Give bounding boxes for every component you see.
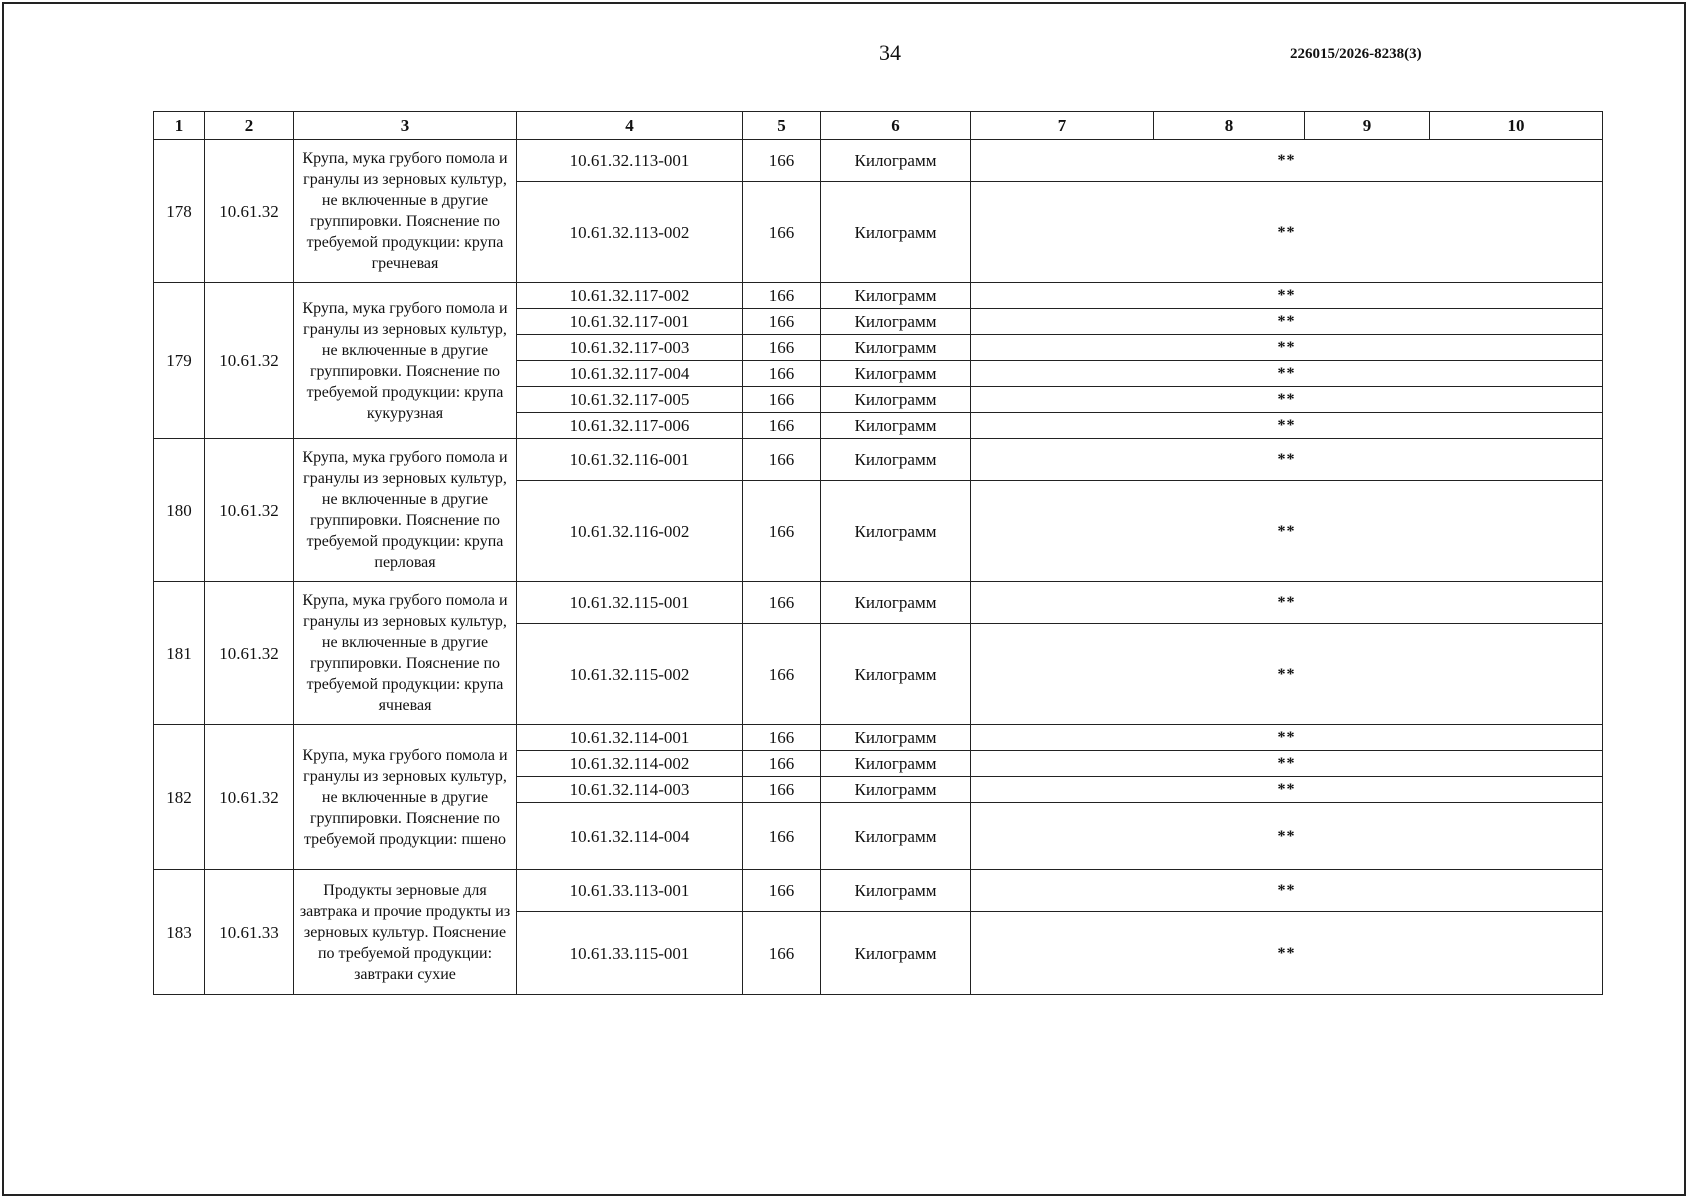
okei-code: 166: [743, 387, 821, 413]
column-header: 1: [154, 112, 205, 140]
okei-code: 166: [743, 439, 821, 481]
okei-code: 166: [743, 309, 821, 335]
unit-name: Килограмм: [821, 309, 971, 335]
okei-code: 166: [743, 725, 821, 751]
item-code: 10.61.32.117-003: [517, 335, 743, 361]
okei-code: 166: [743, 283, 821, 309]
column-header: 6: [821, 112, 971, 140]
column-header: 10: [1430, 112, 1603, 140]
okpd-code: 10.61.32: [205, 439, 294, 582]
column-header: 8: [1154, 112, 1305, 140]
item-code: 10.61.32.114-001: [517, 725, 743, 751]
page-number: 34: [879, 40, 901, 65]
column-header: 2: [205, 112, 294, 140]
merged-mark: **: [971, 912, 1603, 995]
column-header: 9: [1305, 112, 1430, 140]
okei-code: 166: [743, 481, 821, 582]
table-header: [154, 112, 1603, 140]
merged-mark: **: [971, 283, 1603, 309]
product-name: Крупа, мука грубого помола и гранулы из зерновых культур, не включенные в другие группировки. Пояснение по требуемой продукции: крупа ячневая: [294, 582, 517, 725]
merged-mark: **: [971, 751, 1603, 777]
merged-mark: **: [971, 182, 1603, 283]
merged-mark: **: [971, 777, 1603, 803]
products-table: [153, 111, 1603, 995]
row-number: 179: [154, 283, 205, 439]
unit-name: Килограмм: [821, 582, 971, 624]
table-row: [154, 283, 1603, 309]
table-row: [154, 140, 1603, 182]
column-header: 5: [743, 112, 821, 140]
unit-name: Килограмм: [821, 751, 971, 777]
merged-mark: **: [971, 387, 1603, 413]
item-code: 10.61.32.117-001: [517, 309, 743, 335]
table-row: [154, 725, 1603, 751]
okei-code: 166: [743, 582, 821, 624]
item-code: 10.61.32.113-001: [517, 140, 743, 182]
unit-name: Килограмм: [821, 481, 971, 582]
unit-name: Килограмм: [821, 283, 971, 309]
merged-mark: **: [971, 582, 1603, 624]
item-code: 10.61.32.117-005: [517, 387, 743, 413]
item-code: 10.61.32.115-002: [517, 624, 743, 725]
unit-name: Килограмм: [821, 387, 971, 413]
merged-mark: **: [971, 335, 1603, 361]
unit-name: Килограмм: [821, 182, 971, 283]
unit-name: Килограмм: [821, 725, 971, 751]
merged-mark: **: [971, 439, 1603, 481]
unit-name: Килограмм: [821, 870, 971, 912]
table-row: [154, 582, 1603, 624]
row-number: 183: [154, 870, 205, 995]
merged-mark: **: [971, 725, 1603, 751]
unit-name: Килограмм: [821, 335, 971, 361]
product-name: Крупа, мука грубого помола и гранулы из зерновых культур, не включенные в другие группировки. Пояснение по требуемой продукции: крупа гречневая: [294, 140, 517, 283]
row-number: 182: [154, 725, 205, 870]
item-code: 10.61.32.113-002: [517, 182, 743, 283]
table-row: [154, 870, 1603, 912]
item-code: 10.61.32.115-001: [517, 582, 743, 624]
merged-mark: **: [971, 140, 1603, 182]
document-number: 226015/2026-8238(3): [1290, 46, 1422, 62]
merged-mark: **: [971, 361, 1603, 387]
okei-code: 166: [743, 413, 821, 439]
unit-name: Килограмм: [821, 777, 971, 803]
column-header: 4: [517, 112, 743, 140]
item-code: 10.61.32.114-003: [517, 777, 743, 803]
okpd-code: 10.61.33: [205, 870, 294, 995]
product-name: Крупа, мука грубого помола и гранулы из зерновых культур, не включенные в другие группировки. Пояснение по требуемой продукции: пшено: [294, 725, 517, 870]
item-code: 10.61.32.117-002: [517, 283, 743, 309]
okei-code: 166: [743, 182, 821, 283]
table-body: [154, 140, 1603, 995]
okei-code: 166: [743, 624, 821, 725]
okpd-code: 10.61.32: [205, 283, 294, 439]
okei-code: 166: [743, 870, 821, 912]
unit-name: Килограмм: [821, 912, 971, 995]
okpd-code: 10.61.32: [205, 582, 294, 725]
merged-mark: **: [971, 309, 1603, 335]
item-code: 10.61.32.114-004: [517, 803, 743, 870]
item-code: 10.61.32.114-002: [517, 751, 743, 777]
item-code: 10.61.32.117-006: [517, 413, 743, 439]
item-code: 10.61.33.113-001: [517, 870, 743, 912]
item-code: 10.61.32.117-004: [517, 361, 743, 387]
column-header: 7: [971, 112, 1154, 140]
okei-code: 166: [743, 361, 821, 387]
okei-code: 166: [743, 335, 821, 361]
merged-mark: **: [971, 870, 1603, 912]
merged-mark: **: [971, 481, 1603, 582]
unit-name: Килограмм: [821, 624, 971, 725]
table-row: [154, 439, 1603, 481]
okei-code: 166: [743, 803, 821, 870]
okpd-code: 10.61.32: [205, 725, 294, 870]
product-name: Крупа, мука грубого помола и гранулы из зерновых культур, не включенные в другие группировки. Пояснение по требуемой продукции: крупа перловая: [294, 439, 517, 582]
okei-code: 166: [743, 751, 821, 777]
item-code: 10.61.32.116-002: [517, 481, 743, 582]
unit-name: Килограмм: [821, 803, 971, 870]
unit-name: Килограмм: [821, 140, 971, 182]
okei-code: 166: [743, 140, 821, 182]
okei-code: 166: [743, 777, 821, 803]
item-code: 10.61.33.115-001: [517, 912, 743, 995]
okpd-code: 10.61.32: [205, 140, 294, 283]
merged-mark: **: [971, 624, 1603, 725]
okei-code: 166: [743, 912, 821, 995]
row-number: 178: [154, 140, 205, 283]
unit-name: Килограмм: [821, 439, 971, 481]
item-code: 10.61.32.116-001: [517, 439, 743, 481]
merged-mark: **: [971, 413, 1603, 439]
product-name: Крупа, мука грубого помола и гранулы из зерновых культур, не включенные в другие группировки. Пояснение по требуемой продукции: крупа кукурузная: [294, 283, 517, 439]
product-name: Продукты зерновые для завтрака и прочие продукты из зерновых культур. Пояснение по требуемой продукции: завтраки сухие: [294, 870, 517, 995]
column-header: 3: [294, 112, 517, 140]
unit-name: Килограмм: [821, 413, 971, 439]
merged-mark: **: [971, 803, 1603, 870]
row-number: 180: [154, 439, 205, 582]
unit-name: Килограмм: [821, 361, 971, 387]
row-number: 181: [154, 582, 205, 725]
